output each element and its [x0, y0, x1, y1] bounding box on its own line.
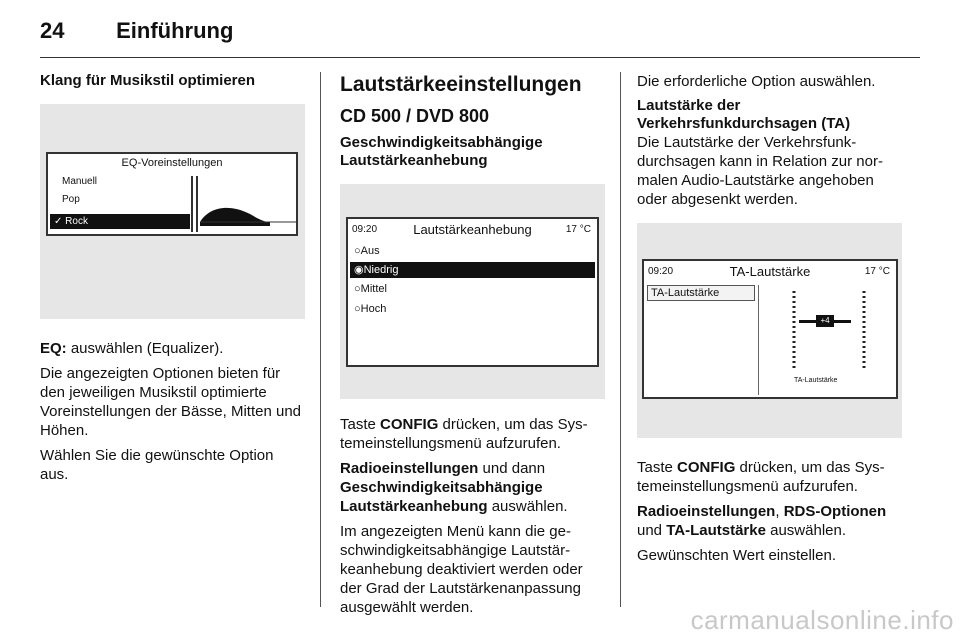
chapter-title: Einführung: [116, 18, 234, 43]
volume-screenshot: [340, 184, 605, 399]
section-title: Lautstärkeeinstellungen: [340, 73, 582, 96]
eq-screen: [46, 152, 298, 236]
paragraph: Die Lautstärke der Verkehrsfunkdurchsagen kann in Relation zur normalen Audio-Lautstärke angehoben oder abgesenkt werden.: [637, 134, 883, 208]
page-header: [40, 18, 233, 44]
temperature: 17 °C: [565, 224, 591, 235]
ta-divider: [758, 285, 759, 395]
ta-screenshot: [637, 223, 902, 438]
paragraph: Radioeinstellungen, RDS-Optionen und TA-Lautstärke auswählen.: [637, 503, 887, 539]
clock: 09:20: [352, 224, 378, 235]
watermark: carmanualsonline.info: [690, 605, 954, 635]
radio-option-selected: ◉Niedrig: [350, 262, 595, 278]
column-1: [40, 72, 305, 490]
ta-value-badge: +4: [816, 315, 834, 327]
paragraph: Radioeinstellungen und dann Geschwindigkeitsabhängige Lautstärkeanhebung auswählen.: [340, 460, 568, 515]
ta-level-scale: [784, 289, 874, 373]
eq-screenshot: [40, 104, 305, 319]
header-rule: [40, 57, 920, 58]
radio-option: ○Aus: [354, 245, 380, 257]
column-3: [637, 72, 907, 571]
ta-caption: TA-Lautstärke: [794, 377, 838, 384]
clock: 09:20: [648, 266, 674, 277]
screen-topbar: [348, 219, 597, 241]
paragraph: Taste CONFIG drücken, um das Systemeinstellungsmenü aufzurufen.: [340, 416, 588, 452]
radio-option: ○Mittel: [354, 283, 387, 295]
column-divider: [620, 72, 621, 607]
paragraph: Wählen Sie die gewünschte Option aus.: [40, 447, 274, 483]
eq-curve-graphic: [200, 176, 296, 234]
eq-option: Pop: [62, 194, 80, 205]
paragraph: Gewünschten Wert einstellen.: [637, 547, 836, 564]
check-icon: ✓: [54, 216, 63, 227]
screen-title: Lautstärkeanhebung: [413, 222, 532, 237]
column-2: [340, 72, 605, 623]
paragraph: Im angezeigten Menü kann die geschwindigkeitsabhängige Lautstärkeanhebung deaktiviert werden oder der Grad der Lautstärkenanpassung ausgewählt werden.: [340, 523, 583, 616]
screen-topbar: [644, 261, 896, 283]
ta-menu-item: TA-Lautstärke: [647, 285, 755, 301]
eq-option-selected: ✓ Rock: [50, 214, 190, 229]
section-heading: Klang für Musikstil optimieren: [40, 72, 256, 89]
page-number: 24: [40, 18, 65, 43]
screen-title: TA-Lautstärke: [729, 264, 811, 279]
eq-option: Manuell: [62, 176, 98, 187]
paragraph: Die angezeigten Optionen bieten für den jeweiligen Musikstil optimierte Voreinstellungen der Bässe, Mitten und Höhen.: [40, 365, 301, 439]
temperature: 17 °C: [864, 266, 890, 277]
paragraph: Die erforderliche Option auswählen.: [637, 73, 876, 90]
radio-option: ○Hoch: [354, 303, 387, 315]
eq-screen-title: EQ-Voreinstellungen: [121, 157, 223, 169]
paragraph: Taste CONFIG drücken, um das Systemeinstellungsmenü aufzurufen.: [637, 459, 885, 495]
ta-screen: [642, 259, 898, 399]
section-heading: Lautstärke der Verkehrsfunkdurchsagen (TA): [637, 97, 851, 132]
section-heading: Geschwindigkeitsabhängige Lautstärkeanhebung: [340, 134, 543, 169]
eq-divider: [196, 176, 198, 232]
column-divider: [320, 72, 321, 607]
volume-screen: [346, 217, 599, 367]
sub-title: CD 500 / DVD 800: [340, 106, 490, 126]
eq-divider: [191, 176, 193, 232]
paragraph: EQ: auswählen (Equalizer).: [40, 340, 224, 357]
